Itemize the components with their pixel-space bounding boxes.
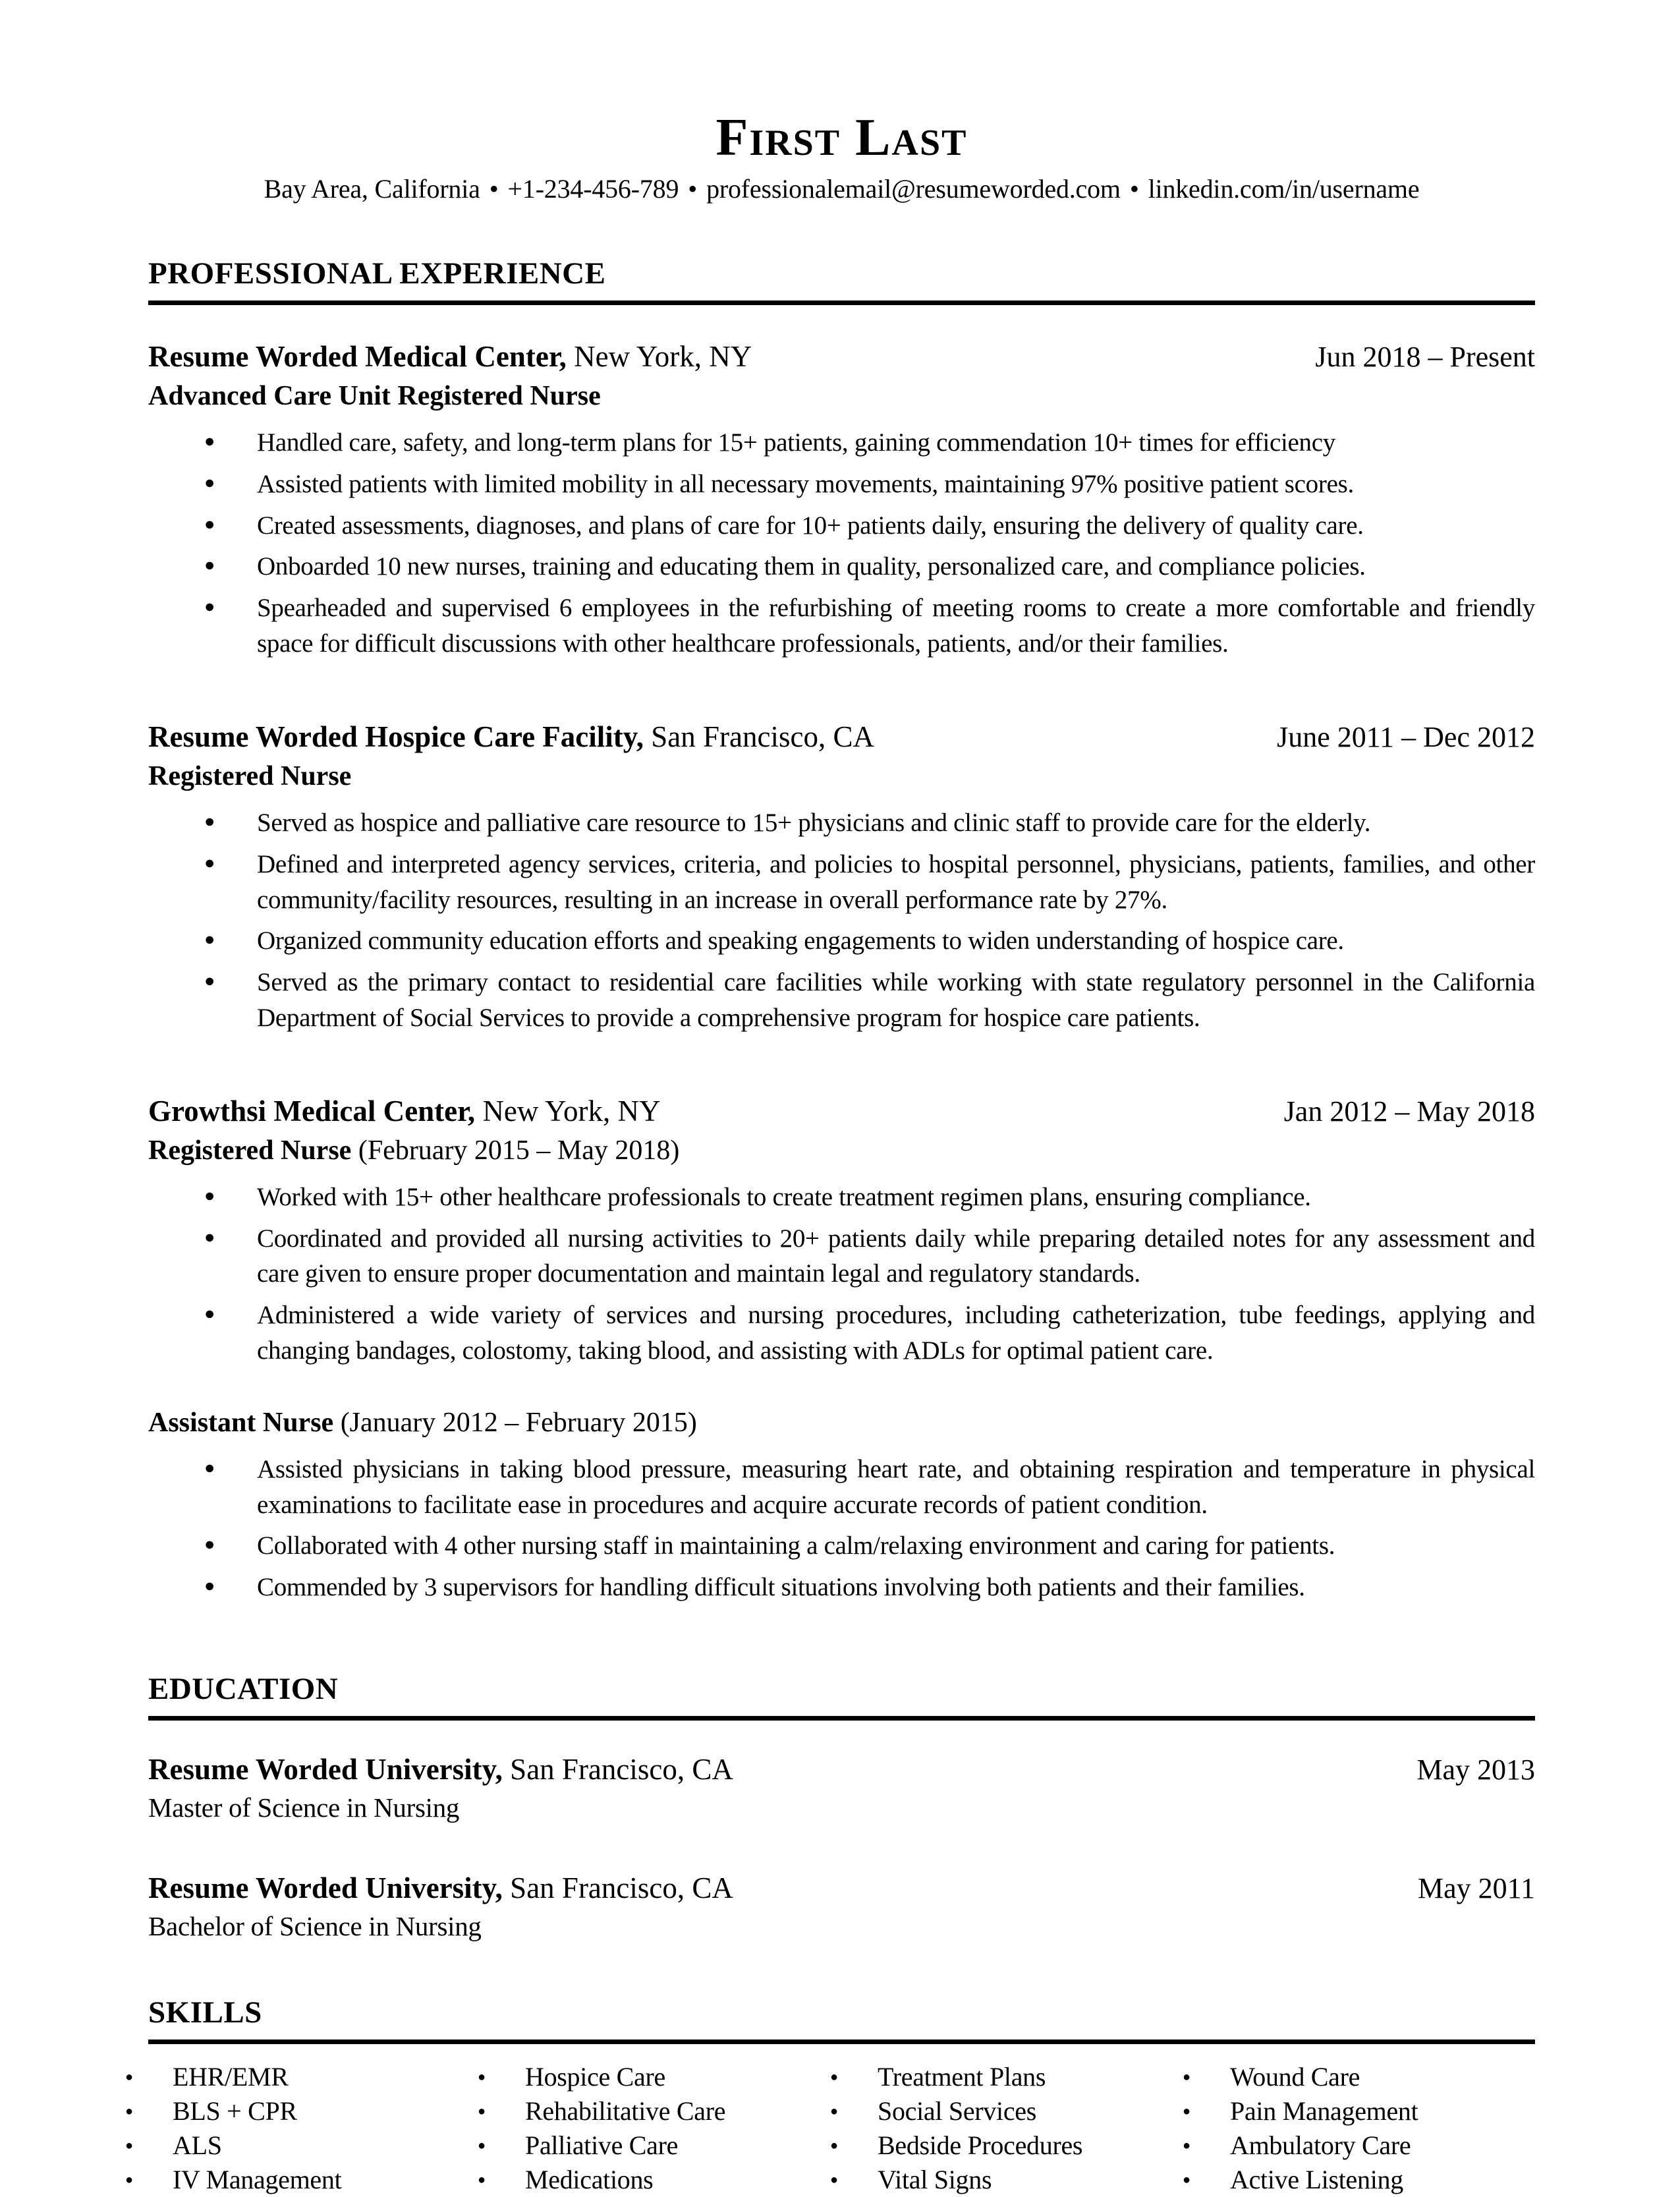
education-entry-2	[148, 1871, 1535, 1942]
skill-item: ● Rehabilitative Care	[478, 2094, 830, 2128]
experience-bullet: ● Administered a wide variety of services and nursing procedures, including catheterization, tube feedings, applying and changing bandages, colostomy, taking blood, and assisting with ADLs for optimal patient care.	[148, 1298, 1535, 1369]
role-title: Advanced Care Unit Registered Nurse	[148, 381, 601, 411]
experience-bullet: ● Onboarded 10 new nurses, training and educating them in quality, personalized care, and compliance policies.	[148, 549, 1535, 585]
skill-item: ● Treatment Plans	[830, 2060, 1183, 2094]
contact-phone: +1-234-456-789	[507, 174, 679, 204]
section-title-skills: SKILLS	[148, 1995, 262, 2030]
section-title-education: EDUCATION	[148, 1672, 339, 1707]
contact-separator: •	[688, 174, 698, 204]
skill-item: ● Ambulatory Care	[1183, 2128, 1535, 2163]
experience-bullet: ● Created assessments, diagnoses, and plans of care for 10+ patients daily, ensuring the delivery of quality care.	[148, 508, 1535, 544]
role-title: Assistant Nurse	[148, 1407, 334, 1438]
degree-name: Master of Science in Nursing	[148, 1792, 460, 1823]
role-title-line	[148, 1407, 1535, 1439]
skill-item: ● BLS + CPR	[125, 2094, 478, 2128]
education-header	[148, 1752, 1535, 1786]
experience-bullet: ● Commended by 3 supervisors for handling difficult situations involving both patients and their families.	[148, 1570, 1535, 1605]
role-title-line	[148, 1135, 1535, 1166]
skills-column-3	[830, 2060, 1183, 2197]
school-name: Resume Worded University,	[148, 1871, 503, 1905]
company-line	[148, 1094, 660, 1128]
section-rule	[148, 1716, 1535, 1721]
role-title-line	[148, 760, 1535, 792]
skill-item: ● Pain Management	[1183, 2094, 1535, 2128]
contact-email: professionalemail@resumeworded.com	[706, 174, 1121, 204]
role-title: Registered Nurse	[148, 760, 352, 791]
degree-name: Bachelor of Science in Nursing	[148, 1911, 482, 1942]
contact-line	[148, 173, 1535, 204]
bullet-list	[148, 1452, 1535, 1605]
experience-bullet: ● Handled care, safety, and long-term plans for 15+ patients, gaining commendation 10+ times for efficiency	[148, 425, 1535, 461]
company-name: Resume Worded Medical Center,	[148, 340, 567, 373]
section-rule	[148, 300, 1535, 305]
company-name: Growthsi Medical Center,	[148, 1094, 476, 1127]
skill-item: ● Medications	[478, 2163, 830, 2197]
experience-bullet: ● Assisted physicians in taking blood pressure, measuring heart rate, and obtaining respiration and temperature in physical examinations to facilitate ease in procedures and acquire accurate records of patient condition.	[148, 1452, 1535, 1523]
job-dates: Jan 2012 – May 2018	[1283, 1095, 1535, 1127]
education-header	[148, 1871, 1535, 1905]
school-line	[148, 1752, 733, 1786]
experience-bullet: ● Served as the primary contact to residential care facilities while working with state regulatory personnel in the California Department of Social Services to provide a comprehensive program for hospice care patients.	[148, 965, 1535, 1036]
company-location: New York, NY	[475, 1094, 661, 1127]
experience-bullet: ● Collaborated with 4 other nursing staff in maintaining a calm/relaxing environment and caring for patients.	[148, 1528, 1535, 1564]
skill-item: ● ALS	[125, 2128, 478, 2163]
experience-bullet: ● Defined and interpreted agency services, criteria, and policies to hospital personnel, physicians, patients, families, and other community/facility resources, resulting in an increase in overall performance rate by 27%.	[148, 847, 1535, 918]
education-entry-1	[148, 1752, 1535, 1823]
role-title-line	[148, 380, 1535, 412]
role-date-range: (January 2012 – February 2015)	[333, 1407, 697, 1438]
job-entry-1	[148, 339, 1535, 662]
bullet-list	[148, 805, 1535, 1036]
contact-linkedin: linkedin.com/in/username	[1148, 174, 1420, 204]
skill-item: ● Palliative Care	[478, 2128, 830, 2163]
company-name: Resume Worded Hospice Care Facility,	[148, 720, 644, 753]
school-location: San Francisco, CA	[502, 1753, 733, 1786]
job-dates: Jun 2018 – Present	[1315, 341, 1535, 373]
section-title-experience: PROFESSIONAL EXPERIENCE	[148, 256, 606, 291]
contact-location: Bay Area, California	[264, 174, 480, 204]
contact-separator: •	[489, 174, 499, 204]
job-entry-3	[148, 1094, 1535, 1605]
skills-column-1	[125, 2060, 478, 2197]
skill-item: ● EHR/EMR	[125, 2060, 478, 2094]
job-entry-2	[148, 720, 1535, 1036]
company-line	[148, 339, 752, 374]
school-name: Resume Worded University,	[148, 1753, 503, 1786]
school-location: San Francisco, CA	[502, 1871, 733, 1905]
job-header	[148, 339, 1535, 374]
skills-grid	[125, 2060, 1535, 2197]
experience-bullet: ● Served as hospice and palliative care resource to 15+ physicians and clinic staff to provide care for the elderly.	[148, 805, 1535, 841]
section-experience	[148, 256, 1535, 1605]
bullet-list	[148, 1180, 1535, 1369]
skill-item: ● Hospice Care	[478, 2060, 830, 2094]
experience-bullet: ● Coordinated and provided all nursing activities to 20+ patients daily while preparing detailed notes for any assessment and care given to ensure proper documentation and maintain legal and regulatory standards.	[148, 1221, 1535, 1292]
role-title: Registered Nurse	[148, 1135, 352, 1166]
contact-separator: •	[1129, 174, 1139, 204]
role-date-range: (February 2015 – May 2018)	[351, 1135, 680, 1166]
company-location: San Francisco, CA	[644, 720, 874, 753]
skills-column-4	[1183, 2060, 1535, 2197]
experience-bullet: ● Spearheaded and supervised 6 employees in the refurbishing of meeting rooms to create a more comfortable and friendly space for difficult discussions with other healthcare professionals, patients, and/or their families.	[148, 590, 1535, 662]
skills-column-2	[478, 2060, 830, 2197]
job-dates: June 2011 – Dec 2012	[1277, 720, 1535, 753]
job-header	[148, 1094, 1535, 1128]
job-header	[148, 720, 1535, 754]
skill-item: ● IV Management	[125, 2163, 478, 2197]
skill-item: ● Bedside Procedures	[830, 2128, 1183, 2163]
skill-item: ● Wound Care	[1183, 2060, 1535, 2094]
skill-item: ● Active Listening	[1183, 2163, 1535, 2197]
company-location: New York, NY	[566, 340, 752, 373]
company-line	[148, 720, 874, 754]
section-education	[148, 1671, 1535, 1942]
section-skills	[148, 1995, 1535, 2197]
skill-item: ● Vital Signs	[830, 2163, 1183, 2197]
bullet-list	[148, 425, 1535, 662]
skill-item: ● Social Services	[830, 2094, 1183, 2128]
experience-bullet: ● Organized community education efforts and speaking engagements to widen understanding of hospice care.	[148, 923, 1535, 959]
section-rule	[148, 2040, 1535, 2044]
school-line	[148, 1871, 733, 1905]
education-date: May 2013	[1416, 1754, 1535, 1786]
experience-bullet: ● Worked with 15+ other healthcare professionals to create treatment regimen plans, ensuring compliance.	[148, 1180, 1535, 1215]
education-date: May 2011	[1417, 1872, 1535, 1905]
experience-bullet: ● Assisted patients with limited mobility in all necessary movements, maintaining 97% positive patient scores.	[148, 467, 1535, 502]
resume-header	[148, 109, 1535, 204]
candidate-name: First Last	[715, 109, 968, 167]
